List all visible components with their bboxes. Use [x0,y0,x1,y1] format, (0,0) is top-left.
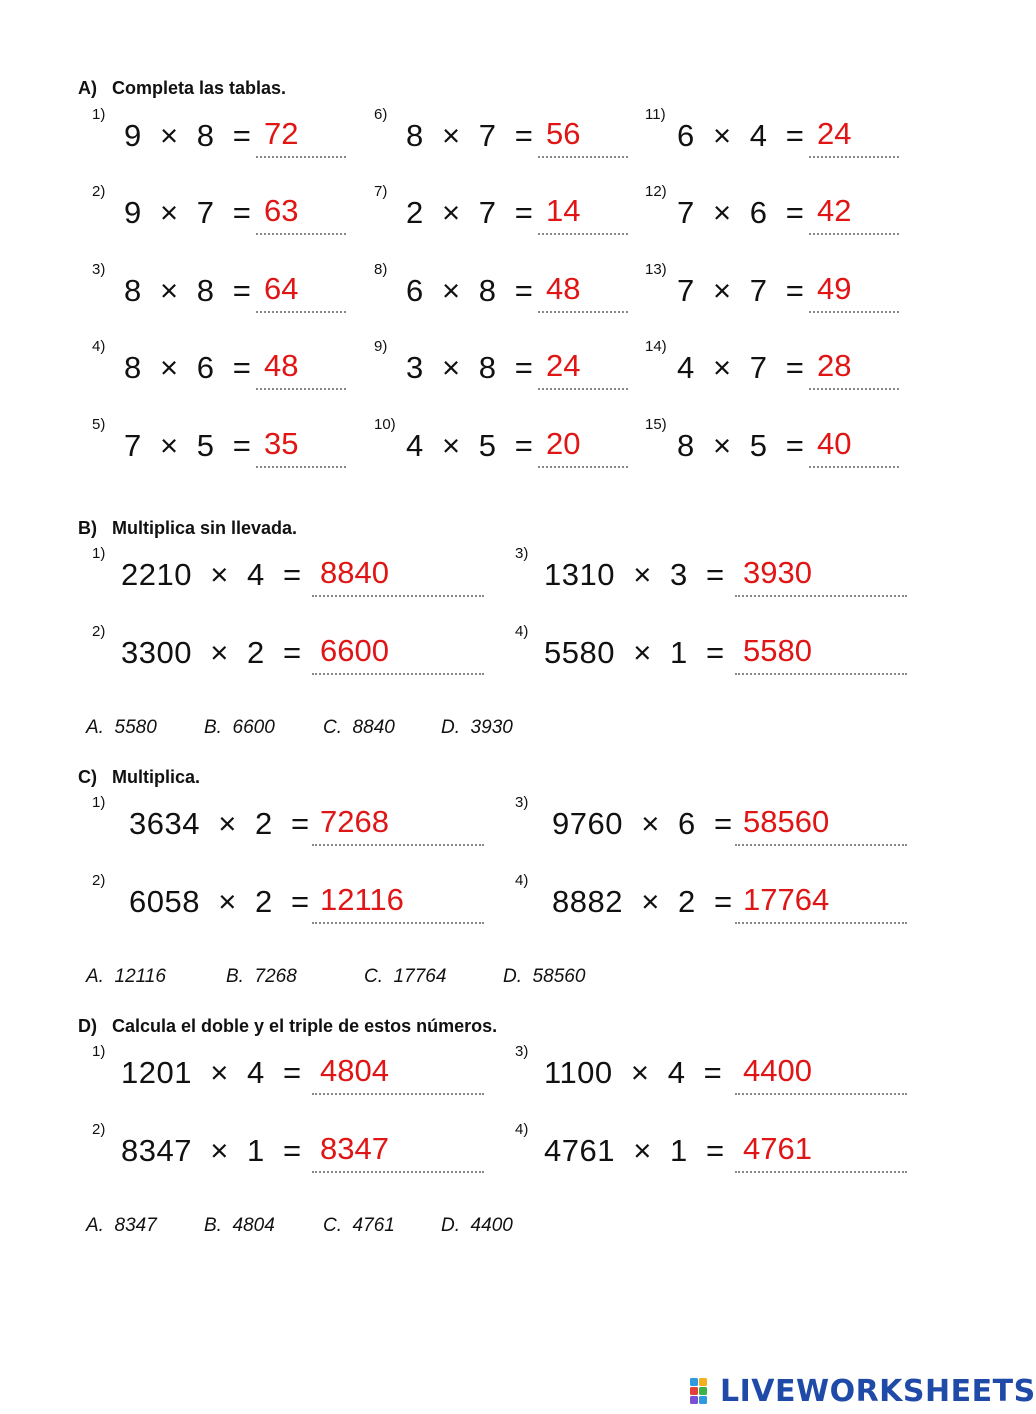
exercise-number: 5) [92,416,106,433]
answer-field[interactable] [312,804,484,846]
exercise-number: 4) [515,1121,529,1138]
exercise-expression: 3300 × 2 = [121,635,302,670]
exercise-number: 2) [92,1121,106,1138]
exercise-expression: 9 × 8 = [124,118,252,153]
answer-field[interactable] [809,116,899,158]
answer-field[interactable] [256,193,346,235]
exercise-expression: 6 × 4 = [677,118,805,153]
exercise-expression: 1100 × 4 = [544,1055,723,1090]
exercise-number: 9) [374,338,388,355]
exercise-expression: 8 × 7 = [406,118,534,153]
exercise-number: 1) [92,545,106,562]
exercise-number: 1) [92,1043,106,1060]
exercise-expression: 4 × 5 = [406,428,534,463]
answer-field[interactable] [735,804,907,846]
answer-field[interactable] [735,882,907,924]
answer-field[interactable] [312,1131,484,1173]
exercise-row [92,1121,484,1173]
answer-field[interactable] [538,426,628,468]
answer-field[interactable] [809,426,899,468]
exercise-row [92,338,346,390]
choice-option[interactable]: D. 4400 [441,1215,513,1236]
section-letter: C) [78,767,97,787]
exercise-row [374,338,628,390]
logo-text: LIVEWORKSHEETS [720,1374,1036,1409]
exercise-expression: 4761 × 1 = [544,1133,725,1168]
answer-field[interactable] [809,348,899,390]
exercise-expression: 4 × 7 = [677,350,805,385]
answer-value: 8840 [320,555,389,590]
answer-field[interactable] [735,555,907,597]
exercise-expression: 3 × 8 = [406,350,534,385]
answer-value: 40 [817,426,852,461]
exercise-row [92,416,346,468]
choice-option[interactable]: D. 58560 [503,966,586,987]
exercise-number: 4) [92,338,106,355]
answer-choices [86,717,686,743]
answer-value: 24 [546,348,581,383]
exercise-number: 6) [374,106,388,123]
answer-value: 42 [817,193,852,228]
exercise-expression: 8347 × 1 = [121,1133,302,1168]
answer-value: 63 [264,193,299,228]
answer-value: 56 [546,116,581,151]
answer-value: 8347 [320,1131,389,1166]
answer-field[interactable] [809,193,899,235]
section-letter: D) [78,1016,97,1036]
exercise-row [515,623,907,675]
exercise-expression: 8 × 5 = [677,428,805,463]
exercise-row [515,545,907,597]
exercise-number: 2) [92,872,106,889]
exercise-row [515,872,907,924]
exercise-number: 4) [515,623,529,640]
exercise-row [374,261,628,313]
exercise-row [92,106,346,158]
answer-choices [86,1215,686,1241]
exercise-number: 14) [645,338,667,355]
exercise-row [92,794,484,846]
exercise-row [92,261,346,313]
exercise-row [374,183,628,235]
exercise-expression: 2 × 7 = [406,195,534,230]
answer-field[interactable] [735,1053,907,1095]
exercise-expression: 9760 × 6 = [552,806,733,841]
section-a-title [78,78,286,99]
answer-field[interactable] [538,116,628,158]
section-heading: Multiplica. [112,767,201,787]
exercise-number: 12) [645,183,667,200]
answer-value: 4400 [743,1053,812,1088]
exercise-expression: 1201 × 4 = [121,1055,302,1090]
answer-value: 17764 [743,882,830,917]
answer-field[interactable] [735,1131,907,1173]
exercise-row [374,416,628,468]
answer-value: 64 [264,271,299,306]
choice-option[interactable]: C. 17764 [364,966,447,987]
section-heading: Calcula el doble y el triple de estos números. [112,1016,498,1036]
answer-choices [86,966,686,992]
answer-field[interactable] [538,348,628,390]
exercise-number: 2) [92,183,106,200]
answer-value: 49 [817,271,852,306]
section-b-title [78,518,297,539]
choice-option[interactable]: B. 7268 [226,966,297,987]
answer-value: 35 [264,426,299,461]
exercise-number: 10) [374,416,396,433]
liveworksheets-logo-icon [690,1378,716,1404]
exercise-row [515,1043,907,1095]
choice-option[interactable]: C. 4761 [323,1215,395,1236]
exercise-expression: 7 × 6 = [677,195,805,230]
exercise-row [92,183,346,235]
answer-field[interactable] [256,116,346,158]
exercise-row [515,794,907,846]
exercise-number: 3) [515,1043,529,1060]
section-heading: Completa las tablas. [112,78,287,98]
exercise-row [645,416,899,468]
exercise-expression: 5580 × 1 = [544,635,725,670]
answer-value: 28 [817,348,852,383]
answer-value: 48 [546,271,581,306]
exercise-row [645,106,899,158]
exercise-row [645,261,899,313]
answer-value: 72 [264,116,299,151]
exercise-number: 3) [515,545,529,562]
answer-value: 5580 [743,633,812,668]
answer-field[interactable] [312,555,484,597]
exercise-expression: 9 × 7 = [124,195,252,230]
answer-field[interactable] [538,193,628,235]
answer-field[interactable] [312,882,484,924]
answer-value: 24 [817,116,852,151]
exercise-number: 15) [645,416,667,433]
answer-value: 6600 [320,633,389,668]
exercise-expression: 3634 × 2 = [129,806,310,841]
answer-value: 7268 [320,804,389,839]
exercise-number: 8) [374,261,388,278]
choice-option[interactable]: A. 8347 [86,1215,157,1236]
answer-value: 4761 [743,1131,812,1166]
exercise-number: 1) [92,794,106,811]
exercise-number: 3) [515,794,529,811]
exercise-row [515,1121,907,1173]
exercise-expression: 6058 × 2 = [129,884,310,919]
exercise-number: 13) [645,261,667,278]
exercise-number: 1) [92,106,106,123]
choice-option[interactable]: B. 4804 [204,1215,275,1236]
exercise-expression: 1310 × 3 = [544,557,725,592]
exercise-number: 4) [515,872,529,889]
section-letter: B) [78,518,97,538]
section-letter: A) [78,78,97,98]
exercise-row [374,106,628,158]
exercise-number: 2) [92,623,106,640]
choice-option[interactable]: A. 5580 [86,717,157,738]
choice-option[interactable]: D. 3930 [441,717,513,738]
answer-field[interactable] [312,1053,484,1095]
exercise-expression: 8882 × 2 = [552,884,733,919]
exercise-expression: 6 × 8 = [406,273,534,308]
choice-option[interactable]: A. 12116 [86,966,166,987]
exercise-row [645,338,899,390]
answer-value: 58560 [743,804,830,839]
section-c-title [78,767,200,788]
answer-value: 48 [264,348,299,383]
answer-value: 14 [546,193,581,228]
answer-field[interactable] [256,348,346,390]
exercise-expression: 7 × 7 = [677,273,805,308]
section-d-title [78,1016,497,1037]
answer-value: 3930 [743,555,812,590]
answer-field[interactable] [735,633,907,675]
answer-field[interactable] [538,271,628,313]
exercise-number: 11) [645,106,666,123]
exercise-number: 7) [374,183,388,200]
answer-value: 4804 [320,1053,389,1088]
answer-field[interactable] [256,271,346,313]
exercise-expression: 8 × 6 = [124,350,252,385]
section-heading: Multiplica sin llevada. [112,518,298,538]
answer-field[interactable] [256,426,346,468]
exercise-number: 3) [92,261,106,278]
choice-option[interactable]: C. 8840 [323,717,395,738]
exercise-expression: 7 × 5 = [124,428,252,463]
exercise-row [92,545,484,597]
answer-value: 12116 [320,882,404,917]
exercise-row [645,183,899,235]
exercise-expression: 8 × 8 = [124,273,252,308]
answer-field[interactable] [809,271,899,313]
exercise-row [92,623,484,675]
choice-option[interactable]: B. 6600 [204,717,275,738]
answer-value: 20 [546,426,581,461]
exercise-row [92,872,484,924]
answer-field[interactable] [312,633,484,675]
exercise-expression: 2210 × 4 = [121,557,302,592]
exercise-row [92,1043,484,1095]
